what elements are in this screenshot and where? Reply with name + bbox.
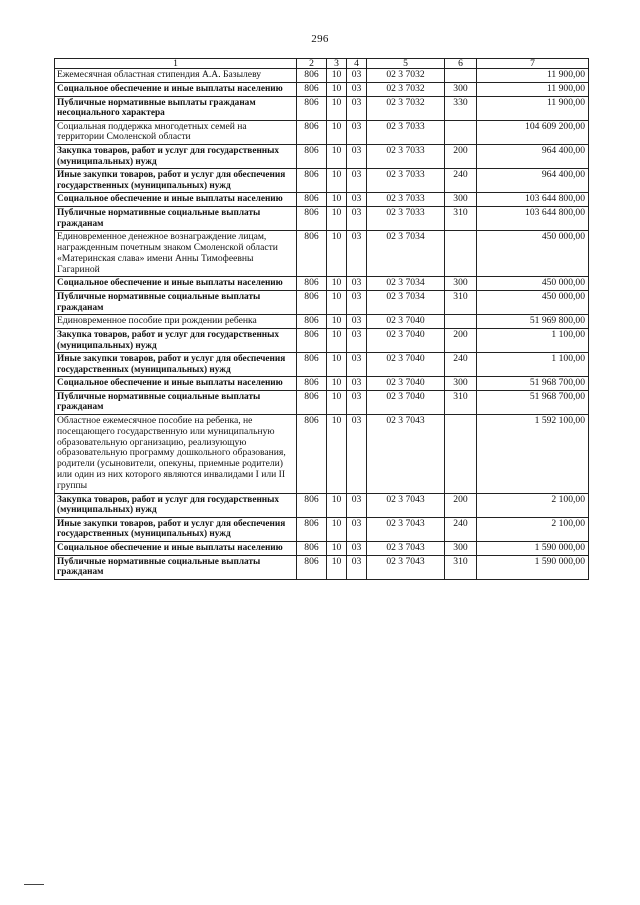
row-target-cell: 02 3 7034 bbox=[367, 291, 445, 315]
row-name-cell: Единовременное денежное вознаграждение лицам, награжденным почетным знаком Смоленской области «Материнская слава» имени Анны Тимофеевны Гагариной bbox=[55, 231, 297, 277]
row-code-cell: 806 bbox=[297, 555, 327, 579]
row-code-cell: 806 bbox=[297, 120, 327, 145]
header-cell: 6 bbox=[445, 59, 477, 69]
row-target-cell: 02 3 7033 bbox=[367, 207, 445, 231]
row-code-cell: 806 bbox=[297, 82, 327, 96]
row-subsection-cell: 03 bbox=[347, 315, 367, 329]
row-name-cell: Иные закупки товаров, работ и услуг для обеспечения государственных (муниципальных) нужд bbox=[55, 517, 297, 541]
row-amount-cell: 450 000,00 bbox=[477, 231, 589, 277]
row-section-cell: 10 bbox=[327, 82, 347, 96]
row-expense-type-cell: 310 bbox=[445, 207, 477, 231]
row-amount-cell: 11 900,00 bbox=[477, 82, 589, 96]
row-amount-cell: 2 100,00 bbox=[477, 517, 589, 541]
row-subsection-cell: 03 bbox=[347, 493, 367, 517]
table-row bbox=[55, 277, 589, 291]
table-row bbox=[55, 353, 589, 377]
row-name-cell: Закупка товаров, работ и услуг для государственных (муниципальных) нужд bbox=[55, 329, 297, 353]
table-row bbox=[55, 329, 589, 353]
row-expense-type-cell: 200 bbox=[445, 145, 477, 169]
row-amount-cell: 1 100,00 bbox=[477, 353, 589, 377]
header-cell: 5 bbox=[367, 59, 445, 69]
table-row bbox=[55, 69, 589, 83]
header-cell: 3 bbox=[327, 59, 347, 69]
row-subsection-cell: 03 bbox=[347, 414, 367, 493]
row-section-cell: 10 bbox=[327, 517, 347, 541]
table-row bbox=[55, 390, 589, 414]
row-code-cell: 806 bbox=[297, 390, 327, 414]
row-target-cell: 02 3 7033 bbox=[367, 193, 445, 207]
row-name-cell: Публичные нормативные социальные выплаты гражданам bbox=[55, 291, 297, 315]
row-target-cell: 02 3 7040 bbox=[367, 315, 445, 329]
row-name-cell: Иные закупки товаров, работ и услуг для обеспечения государственных (муниципальных) нужд bbox=[55, 353, 297, 377]
row-code-cell: 806 bbox=[297, 329, 327, 353]
header-cell: 1 bbox=[55, 59, 297, 69]
table-body bbox=[55, 69, 589, 580]
table-row bbox=[55, 207, 589, 231]
row-name-cell: Социальное обеспечение и иные выплаты населению bbox=[55, 193, 297, 207]
row-target-cell: 02 3 7034 bbox=[367, 277, 445, 291]
row-name-cell: Закупка товаров, работ и услуг для государственных (муниципальных) нужд bbox=[55, 493, 297, 517]
margin-mark bbox=[24, 884, 44, 885]
page-number: 296 bbox=[311, 33, 329, 45]
row-section-cell: 10 bbox=[327, 390, 347, 414]
row-expense-type-cell bbox=[445, 315, 477, 329]
row-name-cell: Социальное обеспечение и иные выплаты населению bbox=[55, 377, 297, 391]
row-name-cell: Публичные нормативные социальные выплаты гражданам bbox=[55, 390, 297, 414]
row-section-cell: 10 bbox=[327, 277, 347, 291]
row-target-cell: 02 3 7043 bbox=[367, 541, 445, 555]
row-subsection-cell: 03 bbox=[347, 555, 367, 579]
row-section-cell: 10 bbox=[327, 193, 347, 207]
row-target-cell: 02 3 7043 bbox=[367, 517, 445, 541]
row-name-cell: Областное ежемесячное пособие на ребенка, не посещающего государственную или муниципальную образовательную организацию, реализующую образовательную программу дошкольного образования, родители (усыновители, опекуны, приемные родители) или один из них которого являются инвалидами I или II группы bbox=[55, 414, 297, 493]
row-expense-type-cell: 240 bbox=[445, 517, 477, 541]
row-section-cell: 10 bbox=[327, 145, 347, 169]
row-subsection-cell: 03 bbox=[347, 231, 367, 277]
row-expense-type-cell: 310 bbox=[445, 390, 477, 414]
row-code-cell: 806 bbox=[297, 517, 327, 541]
row-expense-type-cell bbox=[445, 231, 477, 277]
row-section-cell: 10 bbox=[327, 291, 347, 315]
row-code-cell: 806 bbox=[297, 169, 327, 193]
row-subsection-cell: 03 bbox=[347, 291, 367, 315]
row-section-cell: 10 bbox=[327, 207, 347, 231]
row-amount-cell: 103 644 800,00 bbox=[477, 193, 589, 207]
row-amount-cell: 104 609 200,00 bbox=[477, 120, 589, 145]
row-target-cell: 02 3 7033 bbox=[367, 145, 445, 169]
row-amount-cell: 1 590 000,00 bbox=[477, 555, 589, 579]
row-expense-type-cell: 310 bbox=[445, 555, 477, 579]
row-section-cell: 10 bbox=[327, 169, 347, 193]
row-subsection-cell: 03 bbox=[347, 169, 367, 193]
row-target-cell: 02 3 7040 bbox=[367, 377, 445, 391]
row-code-cell: 806 bbox=[297, 414, 327, 493]
table-row bbox=[55, 291, 589, 315]
row-amount-cell: 51 968 700,00 bbox=[477, 390, 589, 414]
table-row bbox=[55, 120, 589, 145]
row-section-cell: 10 bbox=[327, 231, 347, 277]
row-subsection-cell: 03 bbox=[347, 353, 367, 377]
row-target-cell: 02 3 7043 bbox=[367, 555, 445, 579]
header-cell: 2 bbox=[297, 59, 327, 69]
row-expense-type-cell bbox=[445, 120, 477, 145]
row-amount-cell: 103 644 800,00 bbox=[477, 207, 589, 231]
row-amount-cell: 450 000,00 bbox=[477, 277, 589, 291]
row-section-cell: 10 bbox=[327, 493, 347, 517]
row-expense-type-cell: 310 bbox=[445, 291, 477, 315]
row-code-cell: 806 bbox=[297, 493, 327, 517]
row-section-cell: 10 bbox=[327, 414, 347, 493]
row-subsection-cell: 03 bbox=[347, 390, 367, 414]
row-subsection-cell: 03 bbox=[347, 377, 367, 391]
row-amount-cell: 51 968 700,00 bbox=[477, 377, 589, 391]
row-code-cell: 806 bbox=[297, 353, 327, 377]
table-header-row bbox=[55, 59, 589, 69]
row-amount-cell: 964 400,00 bbox=[477, 145, 589, 169]
row-target-cell: 02 3 7032 bbox=[367, 69, 445, 83]
header-cell: 4 bbox=[347, 59, 367, 69]
row-target-cell: 02 3 7033 bbox=[367, 169, 445, 193]
row-code-cell: 806 bbox=[297, 291, 327, 315]
row-expense-type-cell: 300 bbox=[445, 277, 477, 291]
row-name-cell: Публичные нормативные социальные выплаты гражданам bbox=[55, 555, 297, 579]
row-code-cell: 806 bbox=[297, 315, 327, 329]
row-name-cell: Публичные нормативные выплаты гражданам несоциального характера bbox=[55, 96, 297, 120]
row-name-cell: Социальное обеспечение и иные выплаты населению bbox=[55, 82, 297, 96]
row-amount-cell: 51 969 800,00 bbox=[477, 315, 589, 329]
row-subsection-cell: 03 bbox=[347, 329, 367, 353]
table-row bbox=[55, 377, 589, 391]
row-expense-type-cell bbox=[445, 69, 477, 83]
table-row bbox=[55, 193, 589, 207]
row-expense-type-cell: 300 bbox=[445, 541, 477, 555]
row-name-cell: Публичные нормативные социальные выплаты гражданам bbox=[55, 207, 297, 231]
row-code-cell: 806 bbox=[297, 193, 327, 207]
row-section-cell: 10 bbox=[327, 377, 347, 391]
table-row bbox=[55, 82, 589, 96]
table-row bbox=[55, 231, 589, 277]
row-target-cell: 02 3 7040 bbox=[367, 353, 445, 377]
header-cell: 7 bbox=[477, 59, 589, 69]
row-subsection-cell: 03 bbox=[347, 82, 367, 96]
table-row bbox=[55, 145, 589, 169]
row-code-cell: 806 bbox=[297, 377, 327, 391]
row-expense-type-cell: 330 bbox=[445, 96, 477, 120]
row-section-cell: 10 bbox=[327, 541, 347, 555]
row-target-cell: 02 3 7033 bbox=[367, 120, 445, 145]
table-row bbox=[55, 414, 589, 493]
row-subsection-cell: 03 bbox=[347, 193, 367, 207]
table-row bbox=[55, 493, 589, 517]
row-target-cell: 02 3 7040 bbox=[367, 390, 445, 414]
row-target-cell: 02 3 7043 bbox=[367, 493, 445, 517]
row-expense-type-cell: 240 bbox=[445, 169, 477, 193]
row-expense-type-cell: 240 bbox=[445, 353, 477, 377]
row-target-cell: 02 3 7043 bbox=[367, 414, 445, 493]
row-amount-cell: 1 590 000,00 bbox=[477, 541, 589, 555]
row-subsection-cell: 03 bbox=[347, 541, 367, 555]
row-amount-cell: 11 900,00 bbox=[477, 69, 589, 83]
row-expense-type-cell bbox=[445, 414, 477, 493]
row-target-cell: 02 3 7040 bbox=[367, 329, 445, 353]
row-code-cell: 806 bbox=[297, 277, 327, 291]
table-row bbox=[55, 315, 589, 329]
budget-table bbox=[54, 58, 589, 580]
row-code-cell: 806 bbox=[297, 207, 327, 231]
row-section-cell: 10 bbox=[327, 96, 347, 120]
row-name-cell: Ежемесячная областная стипендия А.А. Базылеву bbox=[55, 69, 297, 83]
row-target-cell: 02 3 7034 bbox=[367, 231, 445, 277]
table-row bbox=[55, 541, 589, 555]
row-amount-cell: 11 900,00 bbox=[477, 96, 589, 120]
row-section-cell: 10 bbox=[327, 315, 347, 329]
row-amount-cell: 1 100,00 bbox=[477, 329, 589, 353]
row-section-cell: 10 bbox=[327, 69, 347, 83]
row-expense-type-cell: 300 bbox=[445, 377, 477, 391]
row-expense-type-cell: 300 bbox=[445, 193, 477, 207]
table-row bbox=[55, 169, 589, 193]
row-target-cell: 02 3 7032 bbox=[367, 96, 445, 120]
row-amount-cell: 2 100,00 bbox=[477, 493, 589, 517]
row-name-cell: Закупка товаров, работ и услуг для государственных (муниципальных) нужд bbox=[55, 145, 297, 169]
row-expense-type-cell: 200 bbox=[445, 493, 477, 517]
row-section-cell: 10 bbox=[327, 353, 347, 377]
row-name-cell: Иные закупки товаров, работ и услуг для обеспечения государственных (муниципальных) нужд bbox=[55, 169, 297, 193]
row-subsection-cell: 03 bbox=[347, 145, 367, 169]
row-subsection-cell: 03 bbox=[347, 69, 367, 83]
row-amount-cell: 450 000,00 bbox=[477, 291, 589, 315]
row-expense-type-cell: 200 bbox=[445, 329, 477, 353]
row-expense-type-cell: 300 bbox=[445, 82, 477, 96]
row-code-cell: 806 bbox=[297, 96, 327, 120]
row-subsection-cell: 03 bbox=[347, 277, 367, 291]
row-name-cell: Социальное обеспечение и иные выплаты населению bbox=[55, 277, 297, 291]
row-subsection-cell: 03 bbox=[347, 120, 367, 145]
table-row bbox=[55, 96, 589, 120]
row-name-cell: Единовременное пособие при рождении ребенка bbox=[55, 315, 297, 329]
table-row bbox=[55, 555, 589, 579]
row-code-cell: 806 bbox=[297, 145, 327, 169]
row-subsection-cell: 03 bbox=[347, 207, 367, 231]
row-section-cell: 10 bbox=[327, 120, 347, 145]
row-name-cell: Социальное обеспечение и иные выплаты населению bbox=[55, 541, 297, 555]
table-row bbox=[55, 517, 589, 541]
row-section-cell: 10 bbox=[327, 555, 347, 579]
row-subsection-cell: 03 bbox=[347, 517, 367, 541]
row-section-cell: 10 bbox=[327, 329, 347, 353]
row-subsection-cell: 03 bbox=[347, 96, 367, 120]
row-code-cell: 806 bbox=[297, 231, 327, 277]
row-name-cell: Социальная поддержка многодетных семей на территории Смоленской области bbox=[55, 120, 297, 145]
row-amount-cell: 1 592 100,00 bbox=[477, 414, 589, 493]
row-target-cell: 02 3 7032 bbox=[367, 82, 445, 96]
row-code-cell: 806 bbox=[297, 69, 327, 83]
row-code-cell: 806 bbox=[297, 541, 327, 555]
row-amount-cell: 964 400,00 bbox=[477, 169, 589, 193]
